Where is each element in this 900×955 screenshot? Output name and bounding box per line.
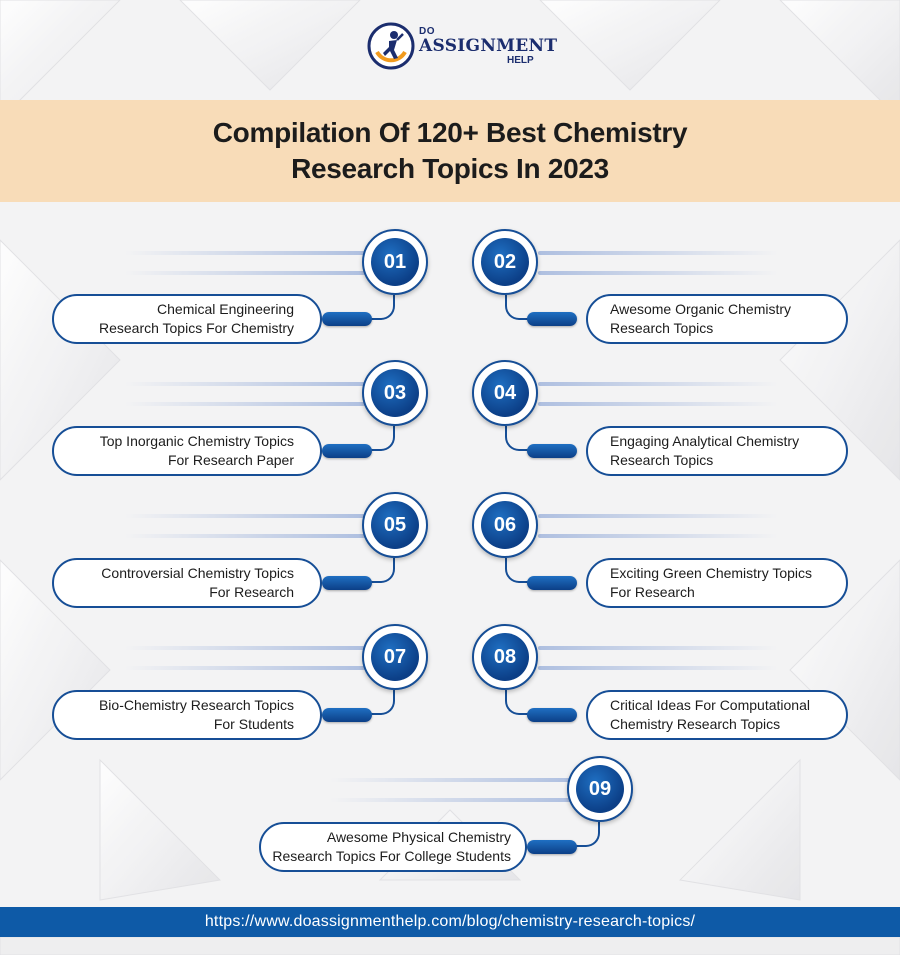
topic-text-line-2: For Research Paper — [167, 452, 294, 468]
number-label: 06 — [481, 501, 529, 549]
connector-pill — [322, 576, 372, 590]
connector-pill — [322, 708, 372, 722]
rail-top — [538, 382, 778, 386]
number-label: 03 — [371, 369, 419, 417]
topic-text-line-2: Chemistry Research Topics — [610, 716, 781, 732]
connector-pill — [527, 840, 577, 854]
number-badge — [472, 492, 538, 558]
footer-url-link[interactable]: https://www.doassignmenthelp.com/blog/chemistry-research-topics/ — [204, 913, 696, 930]
topic-box — [52, 690, 322, 740]
logo-person-icon — [367, 22, 415, 70]
number-label: 04 — [481, 369, 529, 417]
rail-bottom — [125, 402, 365, 406]
number-badge — [362, 492, 428, 558]
rail-top — [125, 514, 365, 518]
brand-logo — [367, 22, 558, 72]
page-title-line-2: Research Topics In 2023 — [291, 153, 609, 184]
connector-pill — [322, 444, 372, 458]
rail-top — [125, 646, 365, 650]
rail-bottom — [125, 534, 365, 538]
topic-text-line-1: Top Inorganic Chemistry Topics — [99, 433, 294, 449]
number-badge — [472, 229, 538, 295]
topic-text-line-2: Research Topics — [610, 320, 714, 336]
number-badge — [362, 360, 428, 426]
topic-box — [259, 822, 527, 872]
number-label: 08 — [481, 633, 529, 681]
logo-text-help: HELP — [507, 55, 534, 66]
rail-bottom — [538, 534, 778, 538]
topic-text-line-2: For Research — [610, 584, 695, 600]
rail-top — [330, 778, 575, 782]
rail-bottom — [330, 798, 575, 802]
topic-text-line-1: Controversial Chemistry Topics — [101, 565, 294, 581]
number-badge — [362, 229, 428, 295]
topic-text-line-1: Critical Ideas For Computational — [610, 697, 810, 713]
number-label: 01 — [371, 238, 419, 286]
connector-pill — [322, 312, 372, 326]
number-label: 07 — [371, 633, 419, 681]
topic-text-line-2: Research Topics For Chemistry — [98, 320, 294, 336]
topic-box — [586, 558, 848, 608]
rail-top — [538, 251, 778, 255]
connector-pill — [527, 444, 577, 458]
page-title-line-1: Compilation Of 120+ Best Chemistry — [212, 117, 688, 148]
topic-box — [586, 690, 848, 740]
topic-text-line-1: Awesome Organic Chemistry — [610, 301, 792, 317]
connector-pill — [527, 576, 577, 590]
connector-pill — [527, 708, 577, 722]
number-label: 02 — [481, 238, 529, 286]
topic-box — [586, 426, 848, 476]
number-badge — [472, 360, 538, 426]
rail-top — [538, 514, 778, 518]
topic-text-line-1: Chemical Engineering — [157, 301, 294, 317]
topic-box — [52, 294, 322, 344]
topic-text-line-1: Exciting Green Chemistry Topics — [610, 565, 813, 581]
topic-text-line-2: For Research — [209, 584, 294, 600]
title-banner — [0, 100, 900, 202]
topic-box — [52, 558, 322, 608]
rail-bottom — [125, 271, 365, 275]
rail-top — [125, 382, 365, 386]
rail-bottom — [538, 666, 778, 670]
topic-text-line-1: Bio-Chemistry Research Topics — [98, 697, 294, 713]
footer-url-bar — [0, 907, 900, 937]
rail-bottom — [538, 402, 778, 406]
connector-pill — [527, 312, 577, 326]
topic-text-line-2: Research Topics For College Students — [272, 848, 511, 864]
topic-box — [586, 294, 848, 344]
number-label: 09 — [576, 765, 624, 813]
topic-box — [52, 426, 322, 476]
number-label: 05 — [371, 501, 419, 549]
rail-bottom — [538, 271, 778, 275]
rail-top — [538, 646, 778, 650]
rail-top — [125, 251, 365, 255]
topic-text-line-2: For Students — [213, 716, 294, 732]
logo-text-do: DO — [419, 26, 435, 37]
topic-text-line-1: Awesome Physical Chemistry — [326, 829, 511, 845]
rail-bottom — [125, 666, 365, 670]
number-badge — [362, 624, 428, 690]
logo-text-assignment: ASSIGNMENT — [419, 36, 558, 56]
number-badge — [472, 624, 538, 690]
topic-text-line-1: Engaging Analytical Chemistry — [610, 433, 800, 449]
number-badge — [567, 756, 633, 822]
topic-text-line-2: Research Topics — [610, 452, 714, 468]
